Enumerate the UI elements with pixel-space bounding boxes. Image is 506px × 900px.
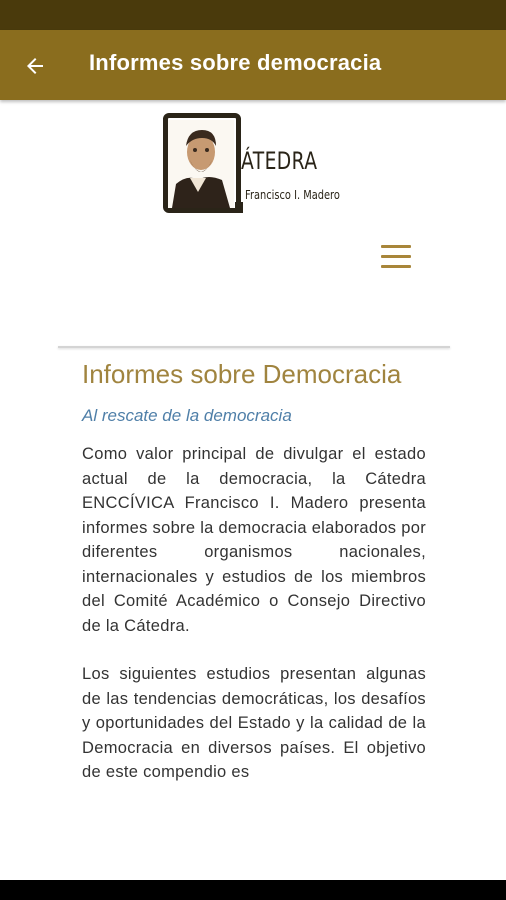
article-subheading: Al rescate de la democracia bbox=[82, 406, 292, 425]
app-bar-title: Informes sobre democracia bbox=[89, 50, 382, 75]
navigation-bar bbox=[0, 880, 506, 900]
hamburger-menu-icon bbox=[381, 245, 411, 248]
status-bar bbox=[0, 0, 506, 30]
menu-button[interactable] bbox=[378, 242, 414, 272]
article-paragraph: Como valor principal de divulgar el estado actual de la democracia, la Cátedra ENCCÍVICA Francisco I. Madero presenta informes sobre la democracia elaborados por diferentes organismos nacionales, internacionales y estudios de los miembros del Comité Académico o Consejo Directivo de la Cátedra. bbox=[82, 445, 426, 635]
logo-bar bbox=[235, 202, 243, 213]
app-bar bbox=[0, 30, 506, 100]
logo-title: ÁTEDRA bbox=[241, 147, 318, 175]
logo-subtitle: Francisco I. Madero bbox=[245, 188, 340, 202]
back-button[interactable] bbox=[14, 45, 56, 87]
portrait-image bbox=[168, 120, 234, 208]
hamburger-line bbox=[381, 255, 411, 258]
hamburger-line bbox=[381, 265, 411, 268]
divider bbox=[58, 346, 450, 348]
article-heading: Informes sobre Democracia bbox=[82, 359, 402, 389]
catedra-logo[interactable] bbox=[160, 110, 355, 218]
article bbox=[82, 358, 426, 785]
arrow-left-icon bbox=[23, 54, 47, 78]
article-paragraph: Los siguientes estudios presentan algunas de las tendencias democráticas, los desafíos y oportunidades del Estado y la calidad de la Democracia en diversos países. El objetivo de este compendio es bbox=[82, 665, 426, 781]
